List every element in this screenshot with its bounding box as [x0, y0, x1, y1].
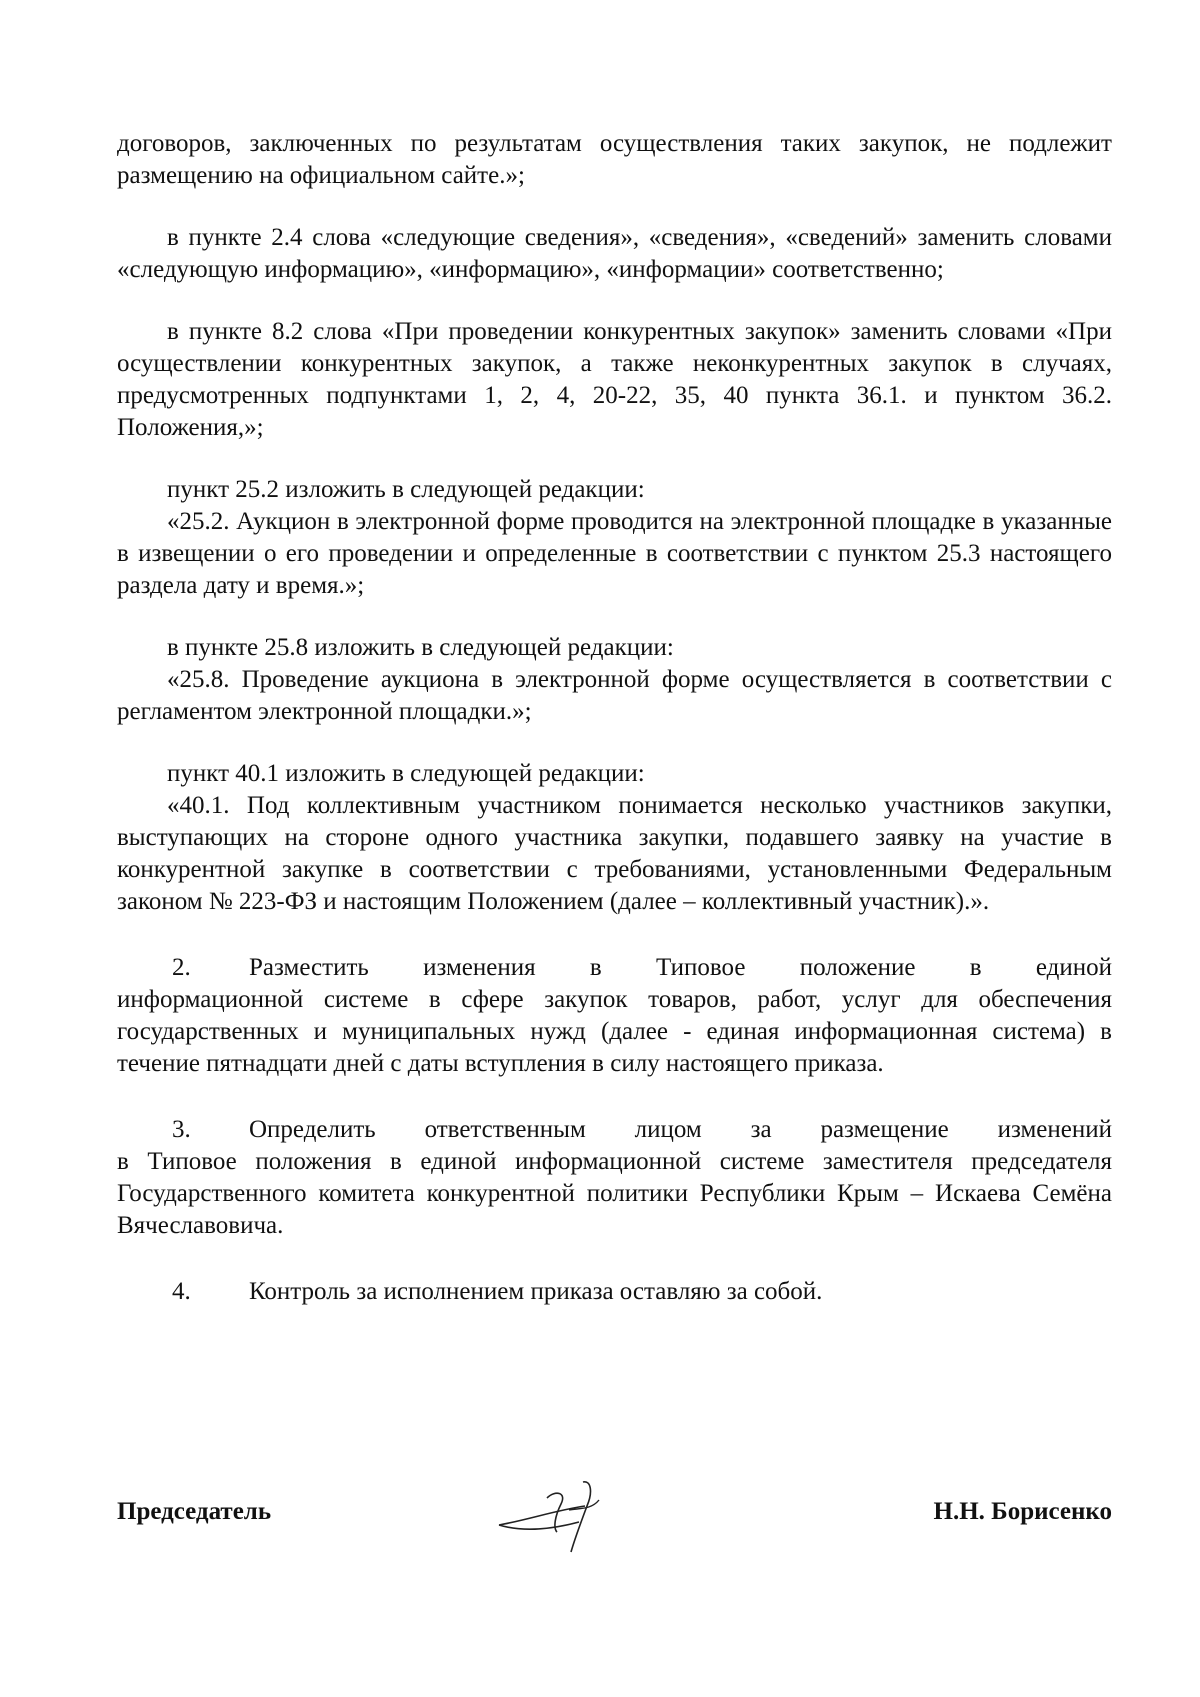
document-body	[117, 128, 1112, 1308]
signature-block	[117, 1470, 1112, 1560]
item-4	[117, 1276, 1112, 1308]
paragraph-clause-2-4: в пункте 2.4 слова «следующие сведения», «сведения», «сведений» заменить словами «следующую информацию», «информацию», «информации» соответственно;	[117, 224, 1112, 283]
paragraph-clause-25-8-intro: в пункте 25.8 изложить в следующей редакции:	[167, 634, 674, 661]
item-number: 3.	[172, 1116, 191, 1143]
paragraph-clause-40-1-intro: пункт 40.1 изложить в следующей редакции:	[167, 760, 645, 787]
item-text: в Типовое положения в единой информационной системе заместителя председателя Государственного комитета конкурентной политики Республики Крым – Искаева Семёна Вячеславовича.	[117, 1148, 1112, 1239]
item-number: 2.	[172, 954, 191, 981]
item-number: 4.	[172, 1278, 191, 1305]
item-first-line: Разместить изменения в Типовое положение в единой	[249, 954, 1112, 981]
item-first-line: Контроль за исполнением приказа оставляю за собой.	[249, 1278, 823, 1305]
paragraph-clause-40-1-body: «40.1. Под коллективным участником понимается несколько участников закупки, выступающих на стороне одного участника закупки, подавшего заявку на участие в конкурентной закупке в соответствии с требованиями, установленными Федеральным законом № 223-ФЗ и настоящим Положением (далее – коллективный участник).».	[117, 792, 1112, 915]
paragraph-clause-25-2-body: «25.2. Аукцион в электронной форме проводится на электронной площадке в указанные в извещении о его проведении и определенные в соответствии с пунктом 25.3 настоящего раздела дату и время.»;	[117, 508, 1112, 599]
handwritten-signature	[487, 1470, 627, 1560]
paragraph-clause-25-8-body: «25.8. Проведение аукциона в электронной форме осуществляется в соответствии с регламентом электронной площадки.»;	[117, 666, 1112, 725]
signatory-name: Н.Н. Борисенко	[933, 1498, 1112, 1525]
paragraph-continuation: договоров, заключенных по результатам осуществления таких закупок, не подлежит размещению на официальном сайте.»;	[117, 130, 1112, 189]
signatory-position: Председатель	[117, 1498, 272, 1525]
paragraph-clause-25-2-intro: пункт 25.2 изложить в следующей редакции:	[167, 476, 645, 503]
paragraph-clause-8-2: в пункте 8.2 слова «При проведении конкурентных закупок» заменить словами «При осуществлении конкурентных закупок, а также неконкурентных закупок в случаях, предусмотренных подпунктами 1, 2, 4, 20-22, 35, 40 пункта 36.1. и пунктом 36.2. Положения,»;	[117, 318, 1112, 441]
item-text: информационной системе в сфере закупок товаров, работ, услуг для обеспечения государственных и муниципальных нужд (далее - единая информационная система) в течение пятнадцати дней с даты вступления в силу настоящего приказа.	[117, 986, 1112, 1077]
item-first-line: Определить ответственным лицом за размещение изменений	[249, 1116, 1112, 1143]
item-2	[117, 952, 1112, 1080]
item-3	[117, 1114, 1112, 1242]
